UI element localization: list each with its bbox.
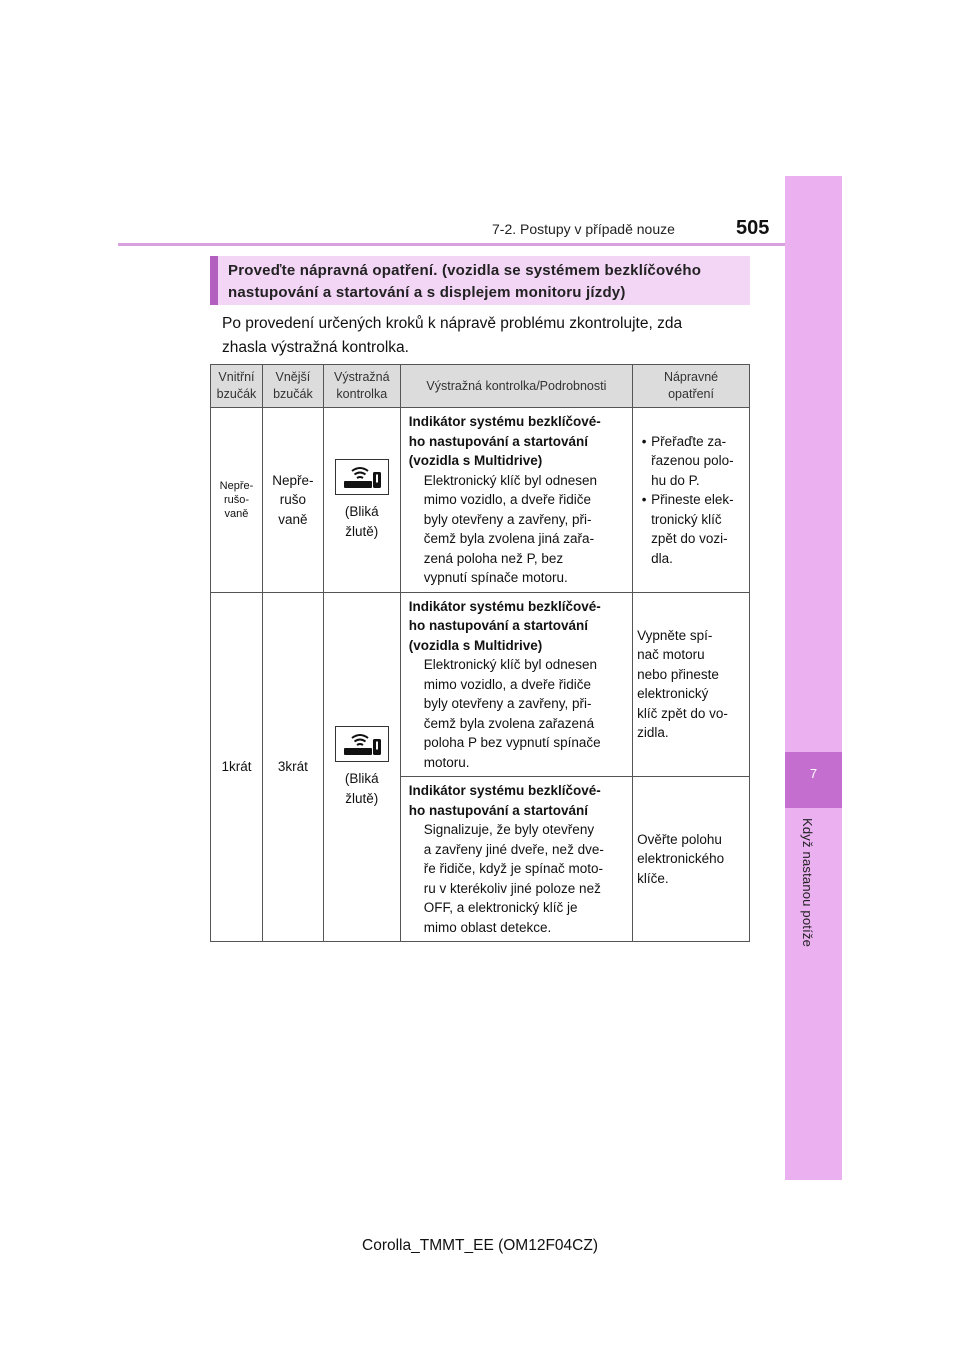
document-footer: Corolla_TMMT_EE (OM12F04CZ) xyxy=(362,1237,598,1254)
inner-buzzer-cell: 1krát xyxy=(211,592,263,942)
intro-line-2: zhasla výstražná kontrolka. xyxy=(222,339,409,356)
remedy-item: • Přeřaďte za- řazenou polo- hu do P. xyxy=(641,433,734,488)
intro-line-1: Po provedení určených kroků k nápravě problému zkontrolujte, zda xyxy=(222,315,683,332)
header-warning-lamp: Výstražná kontrolka xyxy=(323,365,400,408)
header-rule xyxy=(118,243,785,246)
inner-buzzer-cell: Nepře- rušo- vaně xyxy=(211,408,263,593)
warning-lamp-cell: (Bliká žlutě) xyxy=(323,408,400,593)
outer-buzzer-cell: Nepře- rušo vaně xyxy=(262,408,323,593)
detail-text: Elektronický klíč byl odnesen mimo vozidlo, a dveře řidiče byly otevřeny a zavřeny, při- čemž byla zvolena zařazená poloha P bez vypnutí spínače motoru. xyxy=(423,657,601,770)
page-number: 505 xyxy=(736,217,770,239)
remedy-cell: Vypněte spí- nač motoru nebo přineste elektronický klíč zpět do vo- zidla. xyxy=(633,592,750,777)
table-row xyxy=(211,592,750,777)
detail-cell xyxy=(400,777,632,942)
detail-title: Indikátor systému bezklíčové- ho nastupování a startování (vozidla s Multidrive) xyxy=(408,414,601,468)
callout-heading xyxy=(210,256,750,305)
warning-table xyxy=(210,364,750,942)
table-header-row xyxy=(211,365,750,408)
section-title: 7-2. Postupy v případě nouze xyxy=(492,221,675,237)
callout-line-1: Proveďte nápravná opatření. (vozidla se systémem bezklíčového xyxy=(228,262,702,279)
outer-buzzer-cell: 3krát xyxy=(262,592,323,942)
detail-cell xyxy=(400,408,632,593)
warning-lamp-cell: (Bliká žlutě) xyxy=(323,592,400,942)
detail-text: Signalizuje, že byly otevřeny a zavřeny jiné dveře, než dve- ře řidiče, když je spínač moto- ru v kterékoliv jiné poloze než OFF, a elektronický klíč je mimo oblast detekce. xyxy=(423,822,604,935)
callout-line-2: nastupování a startování a s displejem monitoru jízdy) xyxy=(228,284,626,301)
remedy-cell xyxy=(633,408,750,593)
header-outer-buzzer: Vnější bzučák xyxy=(262,365,323,408)
header-remedy: Nápravné opatření xyxy=(633,365,750,408)
header-details: Výstražná kontrolka/Podrobnosti xyxy=(400,365,632,408)
chapter-side-strip xyxy=(785,176,842,1180)
intro-paragraph xyxy=(222,312,744,360)
detail-title: Indikátor systému bezklíčové- ho nastupování a startování (vozidla s Multidrive) xyxy=(408,598,601,653)
detail-text: Elektronický klíč byl odnesen mimo vozidlo, a dveře řidiče byly otevřeny a zavřeny, při- čemž byla zvolena jiná zařa- zená poloha než P, bez vypnutí spínače motoru. xyxy=(423,472,598,585)
chapter-number: 7 xyxy=(809,766,818,781)
remedy-item: • Přineste elek- tronický klíč zpět do vozi- dla. xyxy=(641,492,734,566)
remedy-cell: Ověřte polohu elektronického klíče. xyxy=(633,777,750,942)
detail-title: Indikátor systému bezklíčové- ho nastupování a startování xyxy=(408,783,601,818)
smart-key-warning-icon xyxy=(335,459,389,495)
chapter-label: Když nastanou potíže xyxy=(800,818,815,948)
header-inner-buzzer: Vnitřní bzučák xyxy=(211,365,263,408)
detail-cell xyxy=(400,592,632,777)
smart-key-warning-icon xyxy=(335,726,389,762)
table-row xyxy=(211,408,750,593)
